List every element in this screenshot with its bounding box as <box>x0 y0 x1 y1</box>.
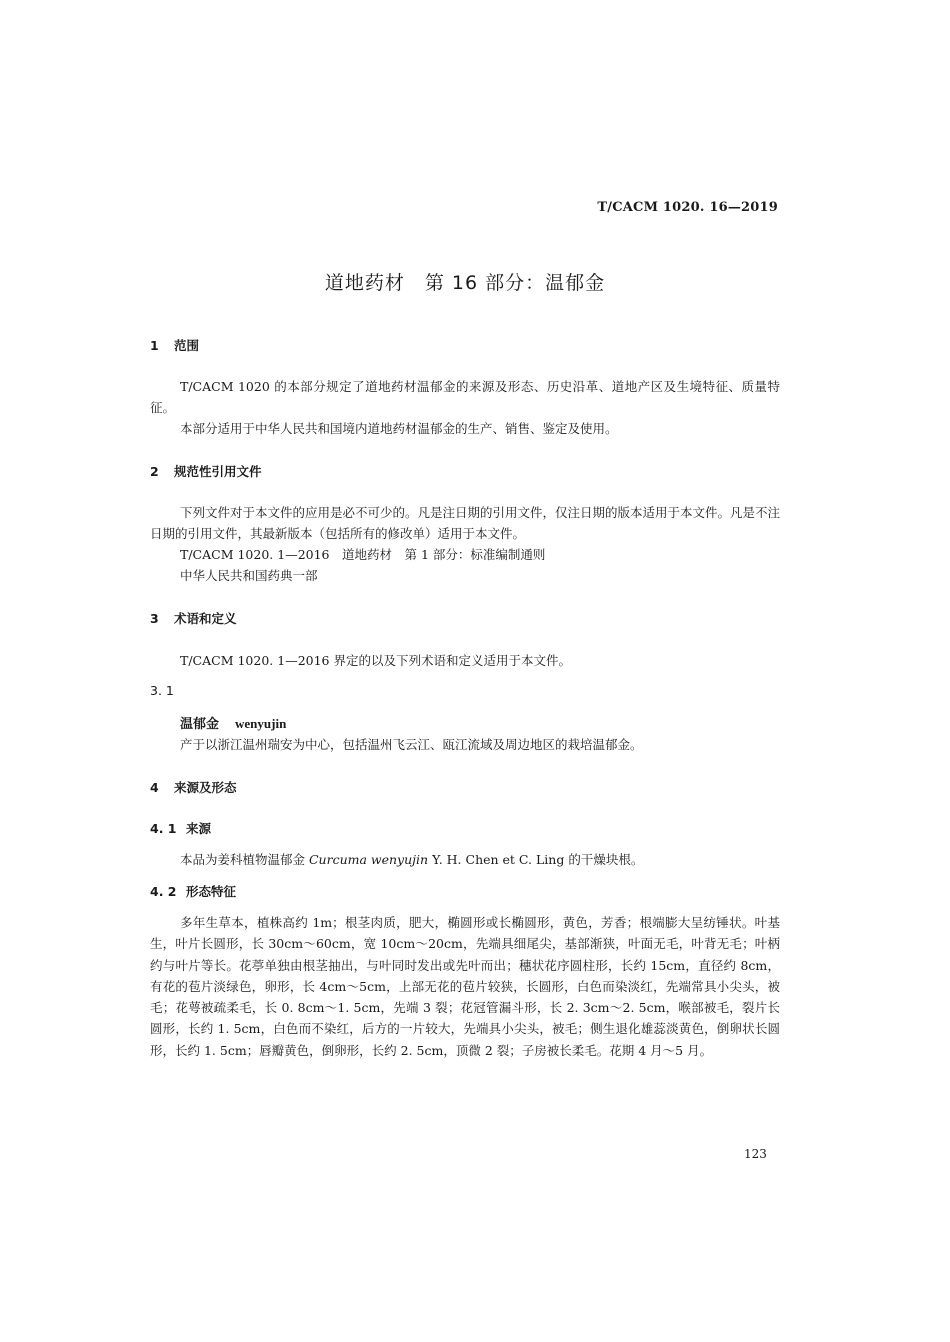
term-definition: 产于以浙江温州瑞安为中心，包括温州飞云江、瓯江流域及周边地区的栽培温郁金。 <box>180 737 643 752</box>
subsection-number: 4. 1 <box>150 821 177 836</box>
section-1-heading <box>150 336 199 354</box>
subsection-4-2-heading <box>150 882 236 900</box>
section-number: 2 <box>150 464 159 479</box>
section-number: 3 <box>150 611 159 626</box>
section-3-heading <box>150 609 237 627</box>
page-title: 道地药材 第 16 部分：温郁金 <box>324 272 606 294</box>
section-number: 4 <box>150 780 159 795</box>
section-title: 规范性引用文件 <box>174 464 262 479</box>
section-title: 来源及形态 <box>174 780 237 795</box>
source-paragraph <box>180 849 780 870</box>
subsection-3-1-number: 3. 1 <box>150 683 174 698</box>
subsection-title: 来源 <box>186 821 212 836</box>
term-chinese: 温郁金 <box>180 717 220 732</box>
term-english: wenyujin <box>235 716 287 731</box>
section-2-paragraph-1: 下列文件对于本文件的应用是必不可少的。凡是注日期的引用文件，仅注日期的版本适用于本文件。凡是不注日期的引用文件，其最新版本（包括所有的修改单）适用于本文件。 <box>150 505 781 541</box>
section-2-heading <box>150 462 262 480</box>
section-1-paragraph-1: T/CACM 1020 的本部分规定了道地药材温郁金的来源及形态、历史沿革、道地产区及生境特征、质量特征。 <box>150 379 780 415</box>
reference-2: 中华人民共和国药典一部 <box>180 568 318 583</box>
section-title: 术语和定义 <box>174 611 237 626</box>
section-1-paragraph-2: 本部分适用于中华人民共和国境内道地药材温郁金的生产、销售、鉴定及使用。 <box>180 421 618 436</box>
source-text-pre: 本品为姜科植物温郁金 <box>180 852 309 867</box>
subsection-4-1-heading <box>150 819 211 837</box>
latin-name: Curcuma wenyujin <box>308 852 429 867</box>
section-4-heading <box>150 778 237 796</box>
reference-1: T/CACM 1020. 1—2016 道地药材 第 1 部分：标准编制通则 <box>180 547 546 562</box>
source-text-post: Y. H. Chen et C. Ling 的干燥块根。 <box>428 852 644 867</box>
page-number: 123 <box>744 1147 767 1161</box>
section-number: 1 <box>150 338 159 353</box>
section-3-paragraph-1: T/CACM 1020. 1—2016 界定的以及下列术语和定义适用于本文件。 <box>180 653 571 668</box>
subsection-title: 形态特征 <box>186 884 237 899</box>
term-entry <box>180 713 286 732</box>
section-title: 范围 <box>174 338 200 353</box>
standard-number: T/CACM 1020. 16—2019 <box>597 200 778 215</box>
morphology-paragraph: 多年生草本，植株高约 1m；根茎肉质，肥大，椭圆形或长椭圆形，黄色，芳香；根端膨大呈纺锤状。叶基生，叶片长圆形，长 30cm～60cm，宽 10cm～20cm，先端具细尾尖，基部渐狭，叶面无毛，叶背无毛；叶柄约与叶片等长。花葶单独由根茎抽出，与叶同时发出或先叶而出；穗状花序圆柱形，长约 15cm，直径约 8cm，有花的苞片淡绿色，卵形，长 4cm～5cm，上部无花的苞片较狭，长圆形，白色而染淡红，先端常具小尖头，被毛；花萼被疏柔毛，长 0. 8cm～1. 5cm，先端 3 裂；花冠管漏斗形，长 2. 3cm～2. 5cm，喉部被毛，裂片长圆形，长约 1. 5cm，白色而不染红，后方的一片较大，先端具小尖头，被毛；侧生退化雄蕊淡黄色，倒卵状长圆形，长约 1. 5cm；唇瓣黄色，倒卵形，长约 2. 5cm，顶微 2 裂；子房被长柔毛。花期 4 月～5 月。 <box>150 915 780 1058</box>
subsection-number: 4. 2 <box>150 884 177 899</box>
